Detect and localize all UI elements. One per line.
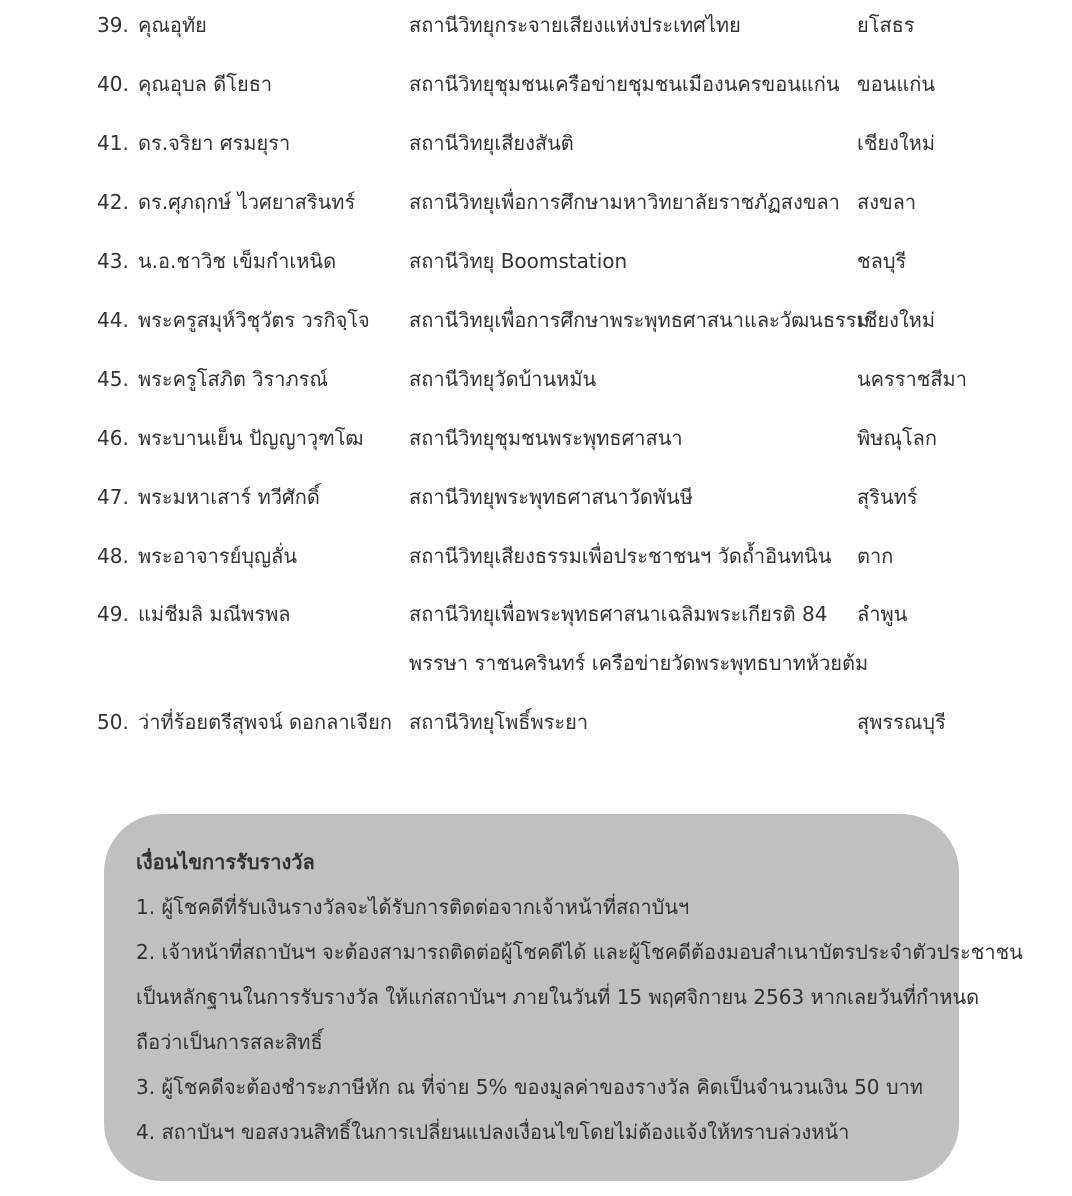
winner-number: 50. xyxy=(97,710,129,734)
winner-station xyxy=(409,364,849,394)
winner-station xyxy=(409,10,849,40)
winner-province: ตาก xyxy=(857,544,894,568)
winner-name: คุณอุบล ดีโยธา xyxy=(138,72,273,96)
condition-line: 4. สถาบันฯ ขอสงวนสิทธิ์ในการเปลี่ยนแปลงเงื่อนไขโดยไม่ต้องแจ้งให้ทราบล่วงหน้า xyxy=(136,1120,850,1144)
winner-province: สุพรรณบุรี xyxy=(857,710,946,734)
winner-province: นครราชสีมา xyxy=(857,367,967,391)
winner-name: พระบานเย็น ปัญญาวุฑโฒ xyxy=(138,426,364,450)
winner-number: 47. xyxy=(97,485,129,509)
winner-station xyxy=(409,707,849,737)
station-line: พรรษา ราชนครินทร์ เครือข่ายวัดพระพุทธบาทห้วยต้ม xyxy=(409,651,869,675)
winner-number: 46. xyxy=(97,426,129,450)
condition-line: เป็นหลักฐานในการรับรางวัล ให้แก่สถาบันฯ ภายในวันที่ 15 พฤศจิกายน 2563 หากเลยวันที่กำหนด xyxy=(136,985,980,1009)
winner-number: 40. xyxy=(97,72,129,96)
winner-province: เชียงใหม่ xyxy=(857,308,936,332)
station-line: สถานีวิทยุวัดบ้านหมัน xyxy=(409,367,597,391)
condition-item xyxy=(136,892,931,922)
winner-name: ดร.ศุภฤกษ์ ไวศยาสรินทร์ xyxy=(138,190,356,214)
winner-name: คุณอุทัย xyxy=(138,13,207,37)
winner-name: น.อ.ชาวิช เข็มกำเหนิด xyxy=(138,249,337,273)
winner-name: แม่ชีมลิ มณีพรพล xyxy=(138,602,291,626)
station-line: สถานีวิทยุเพื่อพระพุทธศาสนาเฉลิมพระเกียรติ 84 xyxy=(409,602,828,626)
winner-number: 42. xyxy=(97,190,129,214)
condition-line: ถือว่าเป็นการสละสิทธิ์ xyxy=(136,1030,323,1054)
winner-province: สงขลา xyxy=(857,190,917,214)
station-line: สถานีวิทยุเพื่อการศึกษาพระพุทธศาสนาและวัฒนธรรม xyxy=(409,308,870,332)
winner-number: 44. xyxy=(97,308,129,332)
winner-station xyxy=(409,482,849,512)
winner-number: 43. xyxy=(97,249,129,273)
condition-item xyxy=(136,1117,931,1147)
station-line: สถานีวิทยุชุมชนเครือข่ายชุมชนเมืองนครขอนแก่น xyxy=(409,72,840,96)
condition-line: 1. ผู้โชคดีที่รับเงินรางวัลจะได้รับการติดต่อจากเจ้าหน้าที่สถาบันฯ xyxy=(136,895,690,919)
winner-station xyxy=(409,423,849,453)
winner-number: 41. xyxy=(97,131,129,155)
winner-province: สุรินทร์ xyxy=(857,485,918,509)
winner-name: พระครูสมุห์วิชุวัตร วรกิจฺโจ xyxy=(138,308,370,332)
winner-station xyxy=(409,599,869,678)
winner-station xyxy=(409,187,849,217)
winner-number: 48. xyxy=(97,544,129,568)
condition-item xyxy=(136,937,1023,1057)
conditions-title: เงื่อนไขการรับรางวัล xyxy=(136,850,315,874)
station-line: สถานีวิทยุ Boomstation xyxy=(409,249,628,273)
condition-line: 3. ผู้โชคดีจะต้องชำระภาษีหัก ณ ที่จ่าย 5% ของมูลค่าของรางวัล คิดเป็นจำนวนเงิน 50 บาท xyxy=(136,1075,923,1099)
winner-name: พระครูโสภิต วิราภรณ์ xyxy=(138,367,328,391)
winner-province: ขอนแก่น xyxy=(857,72,936,96)
winner-number: 49. xyxy=(97,602,129,626)
winner-name: พระมหาเสาร์ ทวีศักดิ์ xyxy=(138,485,320,509)
conditions-box xyxy=(104,814,1023,1181)
winner-province: ชลบุรี xyxy=(857,249,907,273)
winner-province: พิษณุโลก xyxy=(857,426,938,450)
winner-station xyxy=(409,246,849,276)
condition-item xyxy=(136,1072,931,1102)
condition-line: 2. เจ้าหน้าที่สถาบันฯ จะต้องสามารถติดต่อผู้โชคดีได้ และผู้โชคดีต้องมอบสำเนาบัตรประจำตัวประชาชน xyxy=(136,940,1023,964)
station-line: สถานีวิทยุเสียงสันติ xyxy=(409,131,574,155)
winner-province: เชียงใหม่ xyxy=(857,131,936,155)
winner-number: 39. xyxy=(97,13,129,37)
station-line: สถานีวิทยุชุมชนพระพุทธศาสนา xyxy=(409,426,683,450)
winner-station xyxy=(409,541,849,571)
winner-name: พระอาจารย์บุญลั่น xyxy=(138,544,297,568)
station-line: สถานีวิทยุกระจายเสียงแห่งประเทศไทย xyxy=(409,13,741,37)
winner-province: ยโสธร xyxy=(857,13,915,37)
winner-station xyxy=(409,69,849,99)
station-line: สถานีวิทยุโพธิ์พระยา xyxy=(409,710,589,734)
winner-name: ดร.จริยา ศรมยุรา xyxy=(138,131,291,155)
winner-station xyxy=(409,128,849,158)
station-line: สถานีวิทยุเสียงธรรมเพื่อประชาชนฯ วัดถ้ำอินทนิน xyxy=(409,544,832,568)
winner-station xyxy=(409,305,870,335)
station-line: สถานีวิทยุพระพุทธศาสนาวัดพันษี xyxy=(409,485,693,509)
station-line: สถานีวิทยุเพื่อการศึกษามหาวิทยาลัยราชภัฏสงขลา xyxy=(409,190,840,214)
winner-province: ลำพูน xyxy=(857,602,908,626)
winner-name: ว่าที่ร้อยตรีสุพจน์ ดอกลาเจียก xyxy=(138,710,392,734)
winner-number: 45. xyxy=(97,367,129,391)
